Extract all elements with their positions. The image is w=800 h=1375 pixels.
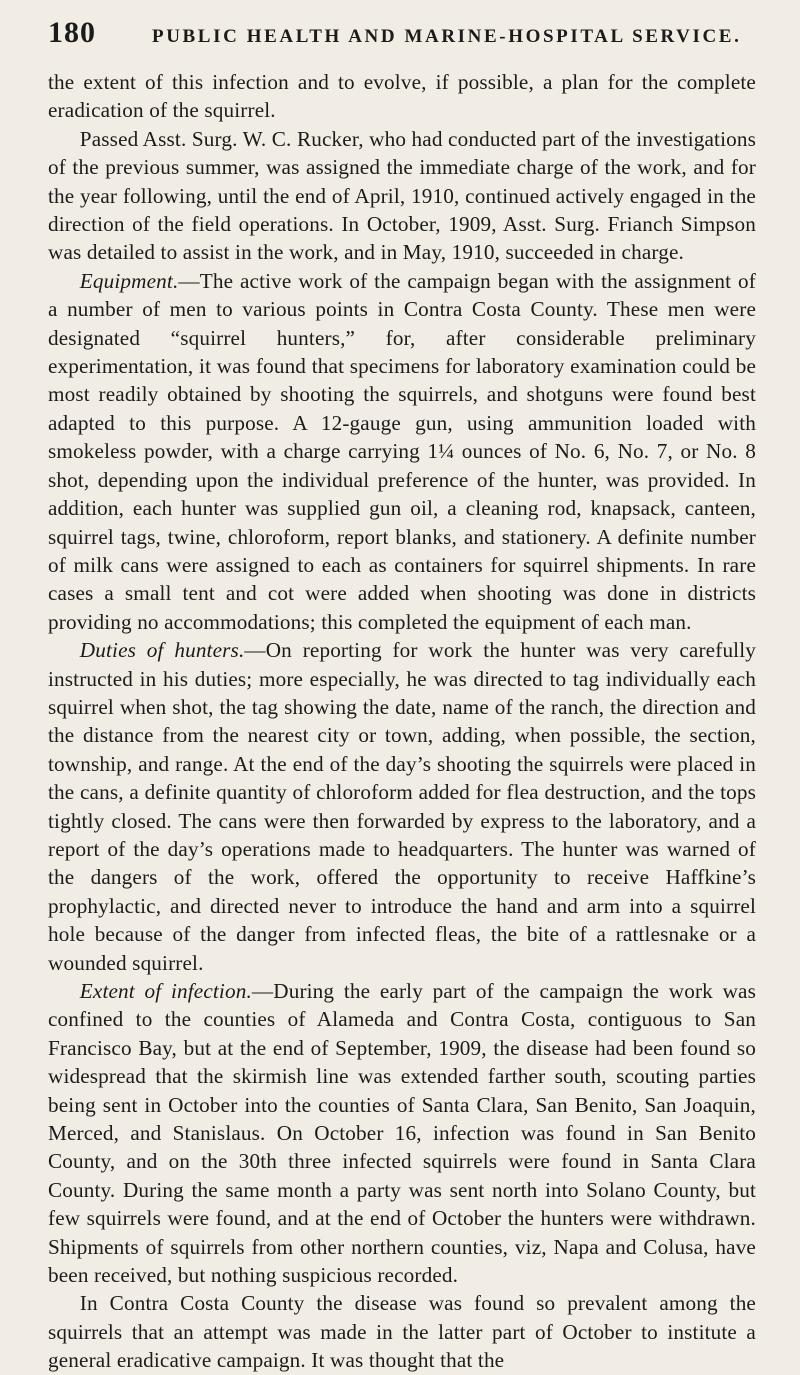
paragraph-text: —On reporting for work the hunter was very carefully instructed in his duties; more especially, he was directed to tag individually each squirrel when shot, the tag showing the date, name of the ranch, the direction and the distance from the nearest city or town, adding, when possible, the section, township, and range. At the end of the day’s shooting the squirrels were placed in the cans, a definite quantity of chloroform added for flea destruction, and the tops tightly closed. The cans were then forwarded by express to the laboratory, and a report of the day’s operations made to headquarters. The hunter was warned of the dangers of the work, offered the opportunity to receive Haffkine’s prophylactic, and directed never to introduce the hand and arm into a squirrel hole because of the danger from infected fleas, the bite of a rattlesnake or a wounded squirrel. bbox=[48, 638, 757, 975]
header-title: PUBLIC HEALTH AND MARINE-HOSPITAL SERVICE. bbox=[152, 26, 742, 47]
paragraph-heading: Equipment. bbox=[79, 268, 179, 293]
paragraph-text: —The active work of the campaign began with the assignment of a number of men to various points in Contra Costa County. These men were designated “squirrel hunters,” for, after considerable preliminary experimentation, it was found that specimens for laboratory examination could be most readily obtained by shooting the squirrels, and shotguns were found best adapted to this purpose. A 12-gauge gun, using ammunition loaded with smokeless powder, with a charge carrying 1¼ ounces of No. 6, No. 7, or No. 8 shot, depending upon the individual preference of the hunter, was provided. In addition, each hunter was supplied gun oil, a cleaning rod, knapsack, canteen, squirrel tags, twine, chloroform, report blanks, and stationery. A definite number of milk cans were assigned to each as containers for squirrel shipments. In rare cases a small tent and cot were added when shooting was done in districts providing no accommodations; this completed the equipment of each man. bbox=[48, 268, 756, 634]
paragraph-continuation bbox=[48, 68, 756, 125]
paragraph-heading: Extent of infection. bbox=[79, 979, 252, 1003]
paragraph-heading: Duties of hunters. bbox=[79, 638, 245, 663]
paragraph-duties bbox=[48, 636, 756, 977]
paragraph-equipment bbox=[48, 267, 756, 636]
paragraph-contra-costa bbox=[48, 1289, 756, 1374]
paragraph-text: the extent of this infection and to evolve, if possible, a plan for the complete eradication of the squirrel. bbox=[48, 70, 756, 123]
paragraph-text: —During the early part of the campaign the work was confined to the counties of Alameda and Contra Costa, contiguous to San Francisco Bay, but at the end of September, 1909, the disease had been found so widespread that the skirmish line was extended farther south, scouting parties being sent in October into the counties of Santa Clara, San Benito, San Joaquin, Merced, and Stanislaus. On October 16, infection was found in San Benito County, and on the 30th three infected squirrels were found in Santa Clara County. During the same month a party was sent north into Solano County, but few squirrels were found, and at the end of October the hunters were withdrawn. Shipments of squirrels from other northern counties, viz, Napa and Colusa, have been received, but nothing suspicious recorded. bbox=[48, 979, 757, 1288]
page-number: 180 bbox=[48, 16, 96, 49]
body-text bbox=[48, 68, 756, 1375]
paragraph-text: Passed Asst. Surg. W. C. Rucker, who had conducted part of the investigations of the previous summer, was assigned the immediate charge of the work, and for the year following, until the end of April, 1910, continued actively engaged in the direction of the field operations. In October, 1909, Asst. Surg. Frianch Simpson was detailed to assist in the work, and in May, 1910, succeeded in charge. bbox=[48, 126, 756, 265]
paragraph-extent bbox=[48, 977, 756, 1289]
paragraph-rucker bbox=[48, 125, 756, 267]
running-head bbox=[48, 16, 756, 56]
paragraph-text: In Contra Costa County the disease was found so prevalent among the squirrels that an attempt was made in the latter part of October to institute a general eradicative campaign. It was thought that the bbox=[48, 1291, 756, 1373]
